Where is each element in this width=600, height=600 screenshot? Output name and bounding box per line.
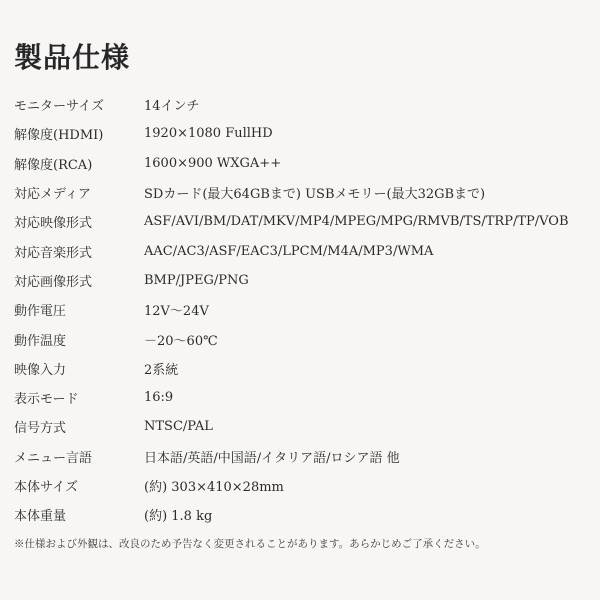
spec-value: 1600×900 WXGA++ — [144, 155, 282, 171]
spec-value: (約) 303×410×28mm — [144, 480, 284, 495]
spec-value: SDカード(最大64GBまで) USBメモリー(最大32GBまで) — [144, 187, 486, 203]
spec-label: メニュー言語 — [14, 450, 93, 466]
spec-value: 2系統 — [144, 362, 179, 378]
spec-row-signal-system — [14, 412, 586, 441]
spec-label: 解像度(HDMI) — [14, 128, 104, 144]
spec-row-body-size — [14, 471, 586, 500]
spec-label: 動作電圧 — [14, 304, 67, 320]
spec-row-temperature — [14, 324, 586, 353]
spec-label: 表示モード — [14, 392, 79, 408]
spec-row-image-formats — [14, 266, 586, 295]
spec-label: モニターサイズ — [14, 99, 104, 115]
spec-label: 対応映像形式 — [14, 216, 93, 232]
spec-label: 対応音楽形式 — [14, 245, 93, 261]
spec-label: 本体重量 — [14, 509, 67, 525]
spec-label: 本体サイズ — [14, 480, 78, 495]
spec-label: 対応メディア — [14, 187, 91, 203]
footnote: ※仕様および外観は、改良のため予告なく変更されることがあります。あらかじめご了承ください。 — [14, 538, 486, 550]
spec-value: AAC/AC3/ASF/EAC3/LPCM/M4A/MP3/WMA — [144, 243, 434, 259]
spec-row-video-input — [14, 354, 586, 383]
page-title: 製品仕様 — [14, 41, 131, 74]
spec-label: 解像度(RCA) — [14, 157, 93, 173]
spec-label: 映像入力 — [14, 362, 67, 378]
spec-value: NTSC/PAL — [144, 419, 213, 435]
spec-table — [14, 90, 586, 529]
spec-label: 対応画像形式 — [14, 274, 93, 290]
spec-row-audio-formats — [14, 236, 586, 265]
spec-row-menu-language — [14, 442, 586, 471]
spec-row-monitor-size — [14, 90, 586, 119]
spec-row-resolution-rca — [14, 149, 586, 178]
spec-value: 日本語/英語/中国語/イタリア語/ロシア語 他 — [144, 450, 400, 466]
spec-value: ASF/AVI/BM/DAT/MKV/MP4/MPEG/MPG/RMVB/TS/TRP/TP/VOB — [144, 214, 569, 230]
spec-row-display-mode — [14, 383, 586, 412]
spec-value: (約) 1.8 kg — [144, 509, 213, 525]
spec-row-body-weight — [14, 500, 586, 529]
spec-row-media — [14, 178, 586, 207]
spec-value: 12V～24V — [144, 304, 209, 320]
spec-row-resolution-hdmi — [14, 119, 586, 148]
spec-row-voltage — [14, 295, 586, 324]
spec-value: 16:9 — [144, 390, 174, 406]
spec-value: 1920×1080 FullHD — [144, 126, 273, 142]
spec-label: 信号方式 — [14, 421, 67, 437]
spec-value: BMP/JPEG/PNG — [144, 272, 249, 288]
spec-row-video-formats — [14, 207, 586, 236]
spec-value: －20～60℃ — [144, 333, 218, 349]
spec-label: 動作温度 — [14, 333, 67, 349]
spec-value: 14インチ — [144, 99, 200, 115]
